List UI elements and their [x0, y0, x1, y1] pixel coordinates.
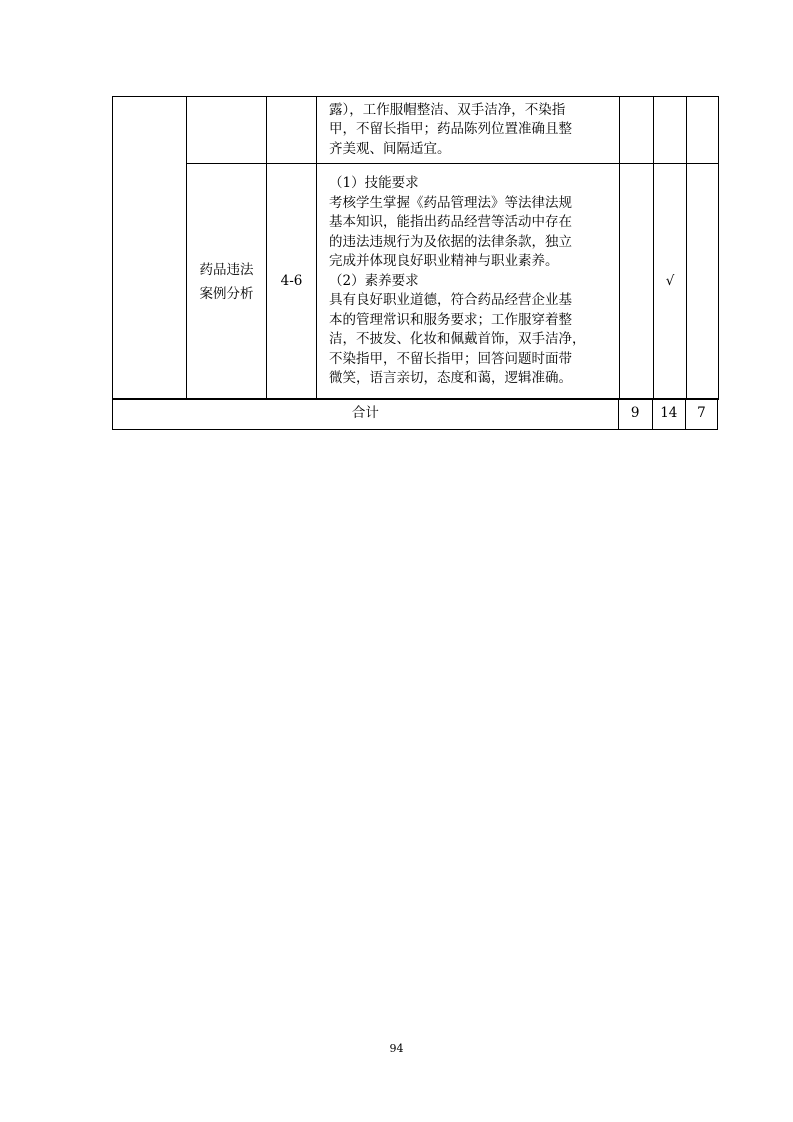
assessment-table	[112, 96, 719, 400]
level-basic-cell	[620, 97, 654, 164]
requirement-line: 的违法违规行为及依据的法律条款，独立	[329, 233, 572, 250]
total-label: 合计	[113, 399, 619, 430]
item-name-cell	[187, 97, 267, 164]
requirement-line: 本的管理常识和服务要求；工作服穿着整	[329, 311, 572, 328]
level-basic-cell	[620, 164, 654, 400]
requirement-line: 完成并体现良好职业精神与职业素养。	[329, 253, 559, 270]
item-name-line: 案例分析	[199, 285, 254, 302]
total-row	[113, 399, 718, 430]
duration-cell: 4-6	[267, 164, 317, 400]
total-table	[112, 398, 718, 430]
requirement-line: 甲，不留长指甲；药品陈列位置准确且整	[329, 121, 572, 138]
total-advanced: 7	[685, 399, 717, 430]
total-intermediate: 14	[652, 399, 685, 430]
requirement-line: 具有良好职业道德，符合药品经营企业基	[329, 292, 572, 309]
module-cell	[113, 97, 187, 400]
item-name-line: 药品违法	[199, 261, 254, 278]
table-row-case-analysis	[113, 164, 719, 400]
level-intermediate-cell	[654, 97, 687, 164]
total-basic: 9	[618, 399, 652, 430]
page-number: 94	[389, 1042, 404, 1055]
level-advanced-cell	[687, 164, 719, 400]
requirement-line: 考核学生掌握《药品管理法》等法律法规	[329, 194, 572, 211]
check-mark: √	[654, 164, 687, 400]
requirement-line: （1）技能要求	[329, 175, 419, 192]
requirement-line: 基本知识，能指出药品经营等活动中存在	[329, 214, 572, 231]
requirement-line: 露），工作服帽整洁、双手洁净，不染指	[329, 101, 566, 118]
table-row-continued	[113, 97, 719, 164]
requirement-cell	[317, 164, 620, 400]
requirement-cell	[317, 97, 620, 164]
requirement-line: 微笑，语言亲切，态度和蔼，逻辑准确。	[329, 370, 572, 387]
requirement-line: 洁，不披发、化妆和佩戴首饰，双手洁净，	[329, 331, 586, 348]
requirement-line: 不染指甲，不留长指甲；回答问题时面带	[329, 350, 572, 367]
duration-cell	[267, 97, 317, 164]
requirement-line: 齐美观、间隔适宜。	[329, 140, 451, 157]
item-name-cell	[187, 164, 267, 400]
level-advanced-cell	[687, 97, 719, 164]
requirement-line: （2）素养要求	[329, 272, 419, 289]
